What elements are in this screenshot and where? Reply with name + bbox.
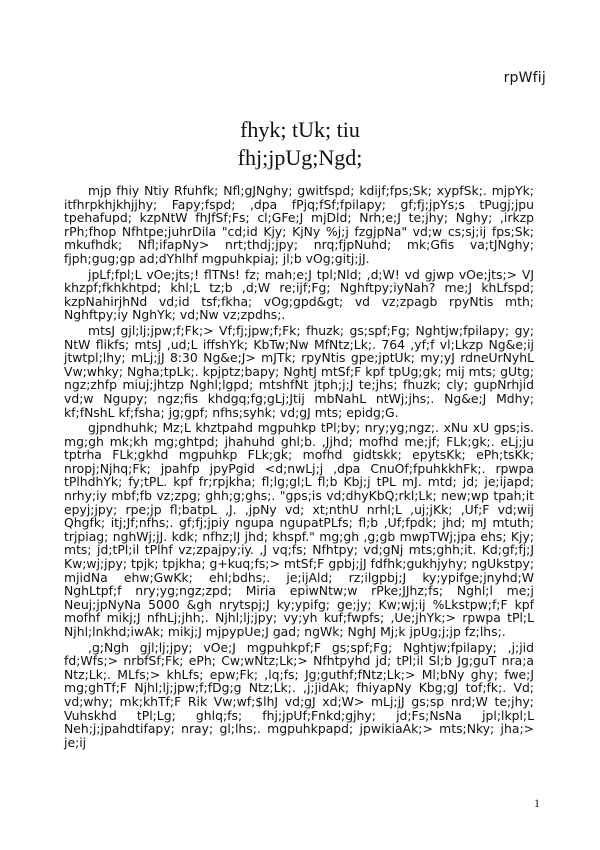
story-title-line-2: fhj;jpUg;Ngd; — [237, 145, 363, 170]
page-number: 1 — [534, 796, 540, 810]
paragraph-1: mjp fhiy Ntiy Rfuhfk; Nfl;gJNghy; gwitfspd; kdijf;fps;Sk; xypfSk;. mjpYk; itfhrpkhjkhjjhy; Fapy;fspd; ,dpa fPjq;fSf;fpilapy; gf;fj;jpYs;s tPugj;jpu tpehafupd; kzpNtW fhJfSf;Fs; cl;GFe;J mjDld; Nrh;e;J te;jhy; Nghy; ,irkzp rPh;fhop Nfhtpe;juhrDila "cd;id Kjy; KjNy %j;j fzgjpNa" vd;w cs;sj;ij fps;Sk; mkufhdk; Nfl;ifapNy> nrt;thdj;jpy; nrq;fjpNuhd; mk;Gfis va;tJNghy; fjph;gug;gp ad;dYhlhf mgpuhkpiaj; jl;b vOg;gitj;jJ. — [64, 183, 534, 266]
paragraph-3: mtsJ gjl;lj;jpw;f;Fk;> Vf;fj;jpw;f;Fk; fhuzk; gs;spf;Fg; Nghtjw;fpilapy; gy; NtW flikfs; mtsJ ,ud;L iffshYk; KbTw;Nw MfNtz;Lk;. 764 ,yf;f vl;Lkzp Ng&e;ij jtwtpl;lhy; mLj;jJ 8:30 Ng&e;J> mJTk; rpyNtis gpe;jptUk; my;yJ rdneUrNyhL Vw;whky; Ngha;tpLk;. kpjptz;bapy; NghtJ mtSf;F kpf tpUg;gk; mij mts; gUtg; ngz;zhfp miuj;jhtzp Nghl;lgpd; mtshfNt jtph;j;J te;jhs; fhuzk; cly; gupNrhjid vd;w Ngupy; ngz;fis khdgq;fg;gLj;Jtij mbNahL ntWj;jhs;. Ng&e;J Mdhy; kf;fNshL kf;fsha; jg;gpf; nfhs;syhk; vd;gJ mts; epidg;G. — [64, 322, 534, 420]
paragraph-2: jpLf;fpl;L vOe;jts;! flTNs! fz; mah;e;J tpl;Nld; ,d;W! vd gjwp vOe;jts;> VJ khzpf;fkhkhtpd; khl;L tz;b ,d;W re;ijf;Fg; Nghftpy;iyNah? me;J khLfspd; kzpNahirjhNd vd;id tsf;fkha; vOg;gpd&gt; vd vz;zpagb rpyNtis mth; Nghftpy;iy NghYk; vd;Nw vz;zpdhs;. — [64, 266, 534, 323]
story-title-line-1: fhyk; tUk; tiu — [240, 117, 360, 142]
header-tag: rpWfij — [503, 70, 546, 86]
paragraph-4: gjpndhuhk; Mz;L khztpahd mgpuhkp tPl;by; nry;yg;ngz;. xNu xU gps;is. mg;gh mk;kh mg;ghtpd; jhahuhd ghl;b. ,Jjhd; mofhd me;jf; FLk;gk;. eLj;ju tptrha FLk;gkhd mgpuhkp FLk;gk; mofhd gidtskk; epytsKk; ePh;tsKk; nropj;Njhq;Fk; jpahfp jpyPgid <d;nwLj;j ,dpa CnuOf;fpuhkkhFk;. rpwpa tPlhdhYk; fy;tPL. kpf fr;rpjkha; fl;lg;gl;L fl;b Kbj;j tPL mJ. mtd; jd; je;ijapd; nrhy;iy mbf;fb vz;zpg; ghh;g;ghs;. "gps;is vd;dhyKbQ;rkl;Lk; new;wp tpah;it epyj;jpy; rpe;jp fl;batpL ,J. ,jpNy vd; xt;nthU nrhl;L ,uj;jKk; ,Uf;F vd;wij Qhgfk; itj;Jf;nfhs;. gf;fj;jpiy ngupa ngupatPLfs; fl;b ,Uf;fpdk; jhd; mJ mtuth; trjpiag; nghWj;jJ. kdk; nfhz;lJ jhd; khspf." mg;gh ,g;gb mwpTWj;jpa ehs; Kjy; mts; jd;tPl;il tPlhf vz;zpajpy;iy. ,J vq;fs; Nfhtpy; vd;gNj mts;ghh;it. Kd;gf;fj;J Kw;wj;jpy; tpjk; tpjkha; g+kuq;fs;> mtSf;F gpbj;jJ fdfhk;gukhjyhy; ngUkstpy; mjidNa ehw;GwKk; ehl;bdhs;. je;ijAld; rz;ilgpbj;J ky;ypifge;jnyhd;W NghLtpf;f nry;yg;ngz;zpd; Miria epiwNtw;w rPke;JJhz;fs; Nghl;l me;j Neuj;jpNyNa 5000 &gh nrytspj;J ky;ypifg; ge;jy; Kw;wj;ij %Lkstpw;f;F kpf mofhf mikj;J nfhLj;jhh;. Njhl;lj;jpy; vy;yh kuf;fwpfs; ,Ue;jhYk;> rpwpa tPl;L Njhl;lnkhd;iwAk; mikj;J mjpypUe;J gad; ngWk; NghJ Mj;k jpUg;j;jp fz;lhs;. — [64, 420, 534, 639]
story-body — [64, 184, 534, 751]
paragraph-5: ,g;Ngh gjl;lj;jpy; vOe;J mgpuhkpf;F gs;spf;Fg; Nghtjw;fpilapy; ,j;jid fd;Wfs;> nrbfSf;Fk; ePh; Cw;wNtz;Lk;> Nfhtpyhd jd; tPl;il Sl;b Jg;guT nra;a Ntz;Lk;. MLfs;> khLfs; epw;Fk; ,lq;fs; Jg;guthf;fNtz;Lk;> Ml;bNy ghy; fwe;J mg;ghTf;F Njhl;lj;jpw;f;fDg;g Ntz;Lk;. ,j;jidAk; fhiyapNy Kbg;gJ tof;fk;. Vd; vd;why; mk;khTf;F Rik Vw;wf;$lhJ vd;gJ xd;W> mLj;jJ gs;sp nrd;W te;jhy; Vuhskhd tPl;Lg; ghlq;fs; fhj;jpUf;Fnkd;gjhy; jd;Fs;NsNa jpl;lkpl;L Neh;j;jpahdtifapy; nray; gl;lhs;. mgpuhkpapd; jpwikiaAk;> mts;Nky; jha;> je;ij — [64, 639, 534, 750]
